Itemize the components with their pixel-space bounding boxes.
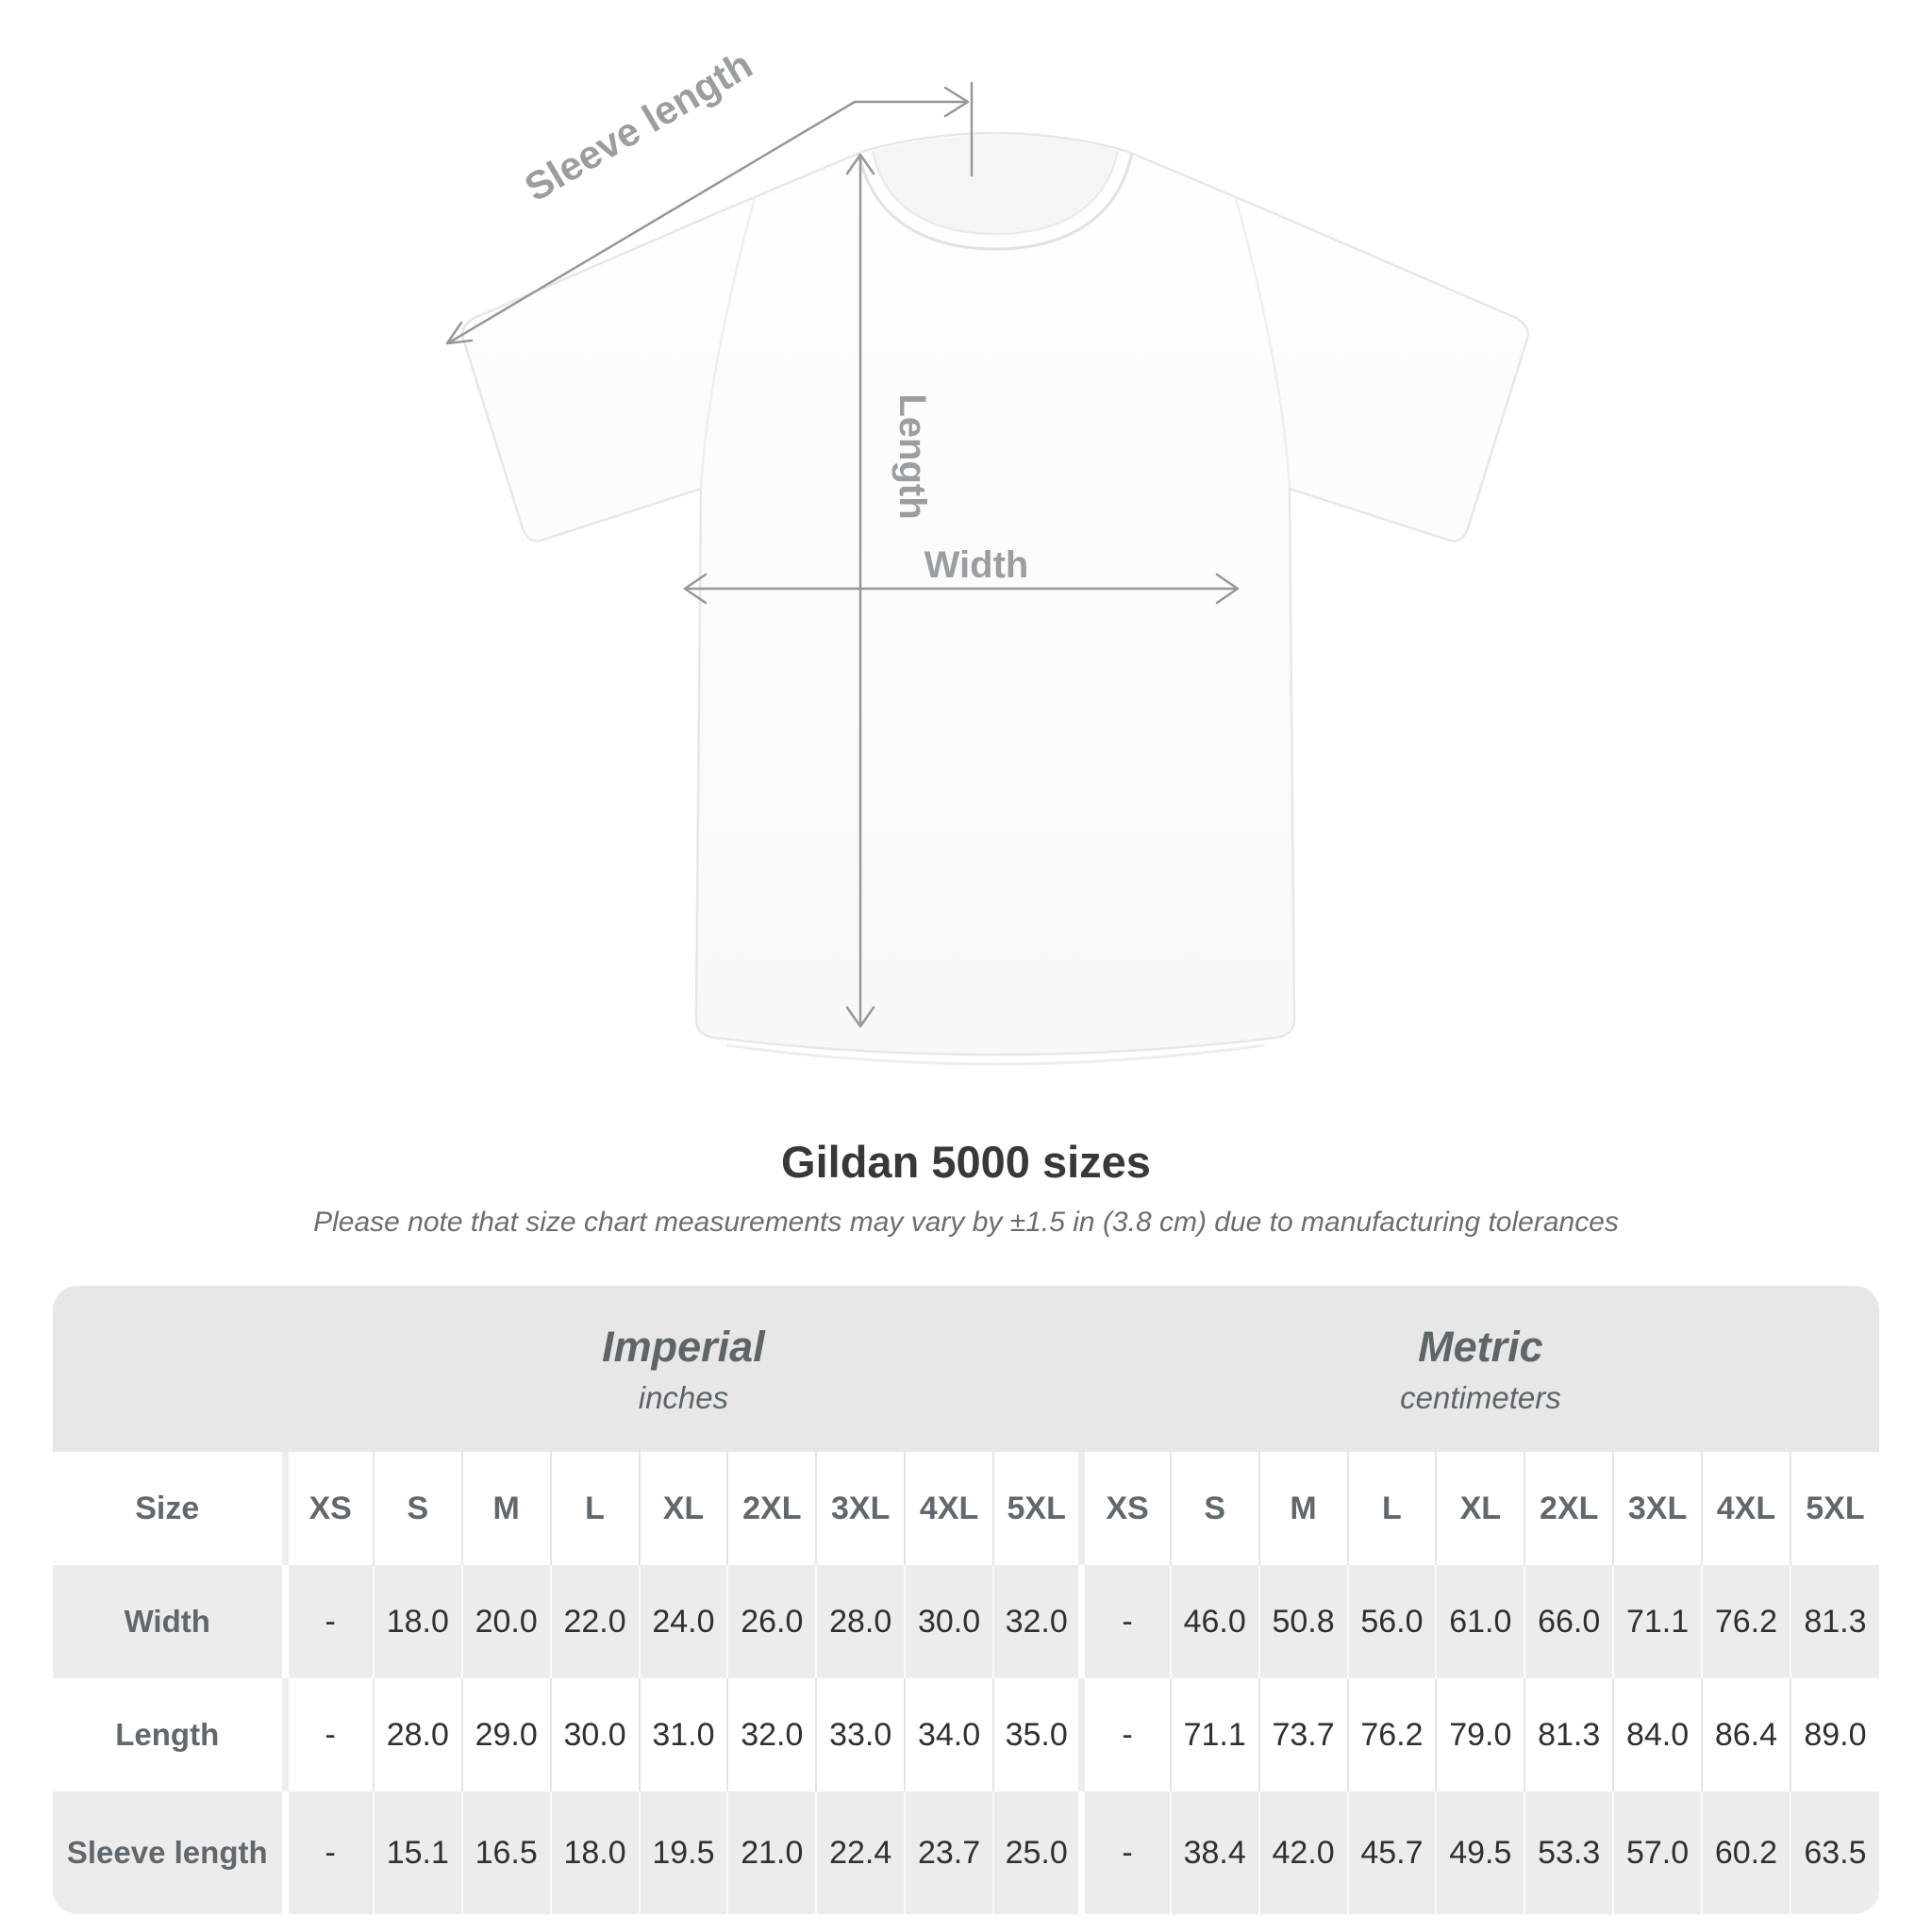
size-header-row	[53, 1452, 1879, 1565]
table-cell: -	[285, 1565, 374, 1678]
table-corner	[53, 1286, 285, 1452]
group-subtitle: inches	[638, 1379, 729, 1415]
row-label: Length	[53, 1678, 285, 1791]
table-cell: 81.3	[1790, 1565, 1879, 1678]
length-label: Length	[891, 393, 933, 520]
col-header: S	[374, 1452, 462, 1565]
row-label: Sleeve length	[53, 1791, 285, 1914]
table-cell: -	[285, 1678, 374, 1791]
table-cell: 86.4	[1702, 1678, 1790, 1791]
table-cell: -	[1082, 1565, 1171, 1678]
table-cell: 61.0	[1436, 1565, 1524, 1678]
table-cell: 56.0	[1348, 1565, 1437, 1678]
table-cell: 71.1	[1613, 1565, 1702, 1678]
table-row-width	[53, 1565, 1879, 1678]
table-cell: 26.0	[727, 1565, 816, 1678]
table-cell: 29.0	[462, 1678, 551, 1791]
col-header: 5XL	[993, 1452, 1082, 1565]
col-header: 3XL	[816, 1452, 905, 1565]
table-cell: 53.3	[1524, 1791, 1613, 1914]
table-cell: 20.0	[462, 1565, 551, 1678]
table-cell: 34.0	[905, 1678, 993, 1791]
table-cell: 32.0	[727, 1678, 816, 1791]
table-cell: 32.0	[993, 1565, 1082, 1678]
row-label: Width	[53, 1565, 285, 1678]
page-title: Gildan 5000 sizes	[781, 1137, 1151, 1187]
table-cell: 33.0	[816, 1678, 905, 1791]
table-cell: 22.0	[551, 1565, 640, 1678]
table-cell: 23.7	[905, 1791, 993, 1914]
col-header: XL	[1436, 1452, 1524, 1565]
table-cell: 22.4	[816, 1791, 905, 1914]
col-header: 5XL	[1790, 1452, 1879, 1565]
table-cell: 89.0	[1790, 1678, 1879, 1791]
col-header: M	[1259, 1452, 1348, 1565]
col-header: S	[1171, 1452, 1259, 1565]
tolerance-note: Please note that size chart measurements may vary by ±1.5 in (3.8 cm) due to manufacturing tolerances	[313, 1207, 1619, 1238]
table-cell: 49.5	[1436, 1791, 1524, 1914]
table-cell: 30.0	[551, 1678, 640, 1791]
table-cell: 57.0	[1613, 1791, 1702, 1914]
table-cell: 18.0	[551, 1791, 640, 1914]
tshirt-body	[462, 133, 1528, 1055]
col-header: XS	[1082, 1452, 1171, 1565]
table-cell: 28.0	[816, 1565, 905, 1678]
col-header: 4XL	[905, 1452, 993, 1565]
group-subtitle: centimeters	[1400, 1379, 1561, 1415]
table-cell: 25.0	[993, 1791, 1082, 1914]
table-cell: 63.5	[1790, 1791, 1879, 1914]
table-cell: 28.0	[374, 1678, 462, 1791]
table-cell: 31.0	[640, 1678, 728, 1791]
table-cell: 73.7	[1259, 1678, 1348, 1791]
table-cell: 21.0	[727, 1791, 816, 1914]
table-cell: 19.5	[640, 1791, 728, 1914]
table-cell: 76.2	[1702, 1565, 1790, 1678]
table-cell: -	[1082, 1791, 1171, 1914]
table-cell: 38.4	[1171, 1791, 1259, 1914]
group-header-imperial	[285, 1286, 1082, 1452]
col-header: 2XL	[1524, 1452, 1613, 1565]
table-cell: 24.0	[640, 1565, 728, 1678]
col-header: 4XL	[1702, 1452, 1790, 1565]
group-title: Imperial	[602, 1322, 765, 1371]
table-cell: 35.0	[993, 1678, 1082, 1791]
group-header-metric	[1082, 1286, 1879, 1452]
table-cell: 60.2	[1702, 1791, 1790, 1914]
table-cell: 71.1	[1171, 1678, 1259, 1791]
col-header: XL	[640, 1452, 728, 1565]
col-header: M	[462, 1452, 551, 1565]
table-cell: 45.7	[1348, 1791, 1437, 1914]
width-label: Width	[924, 544, 1029, 586]
col-header: 2XL	[727, 1452, 816, 1565]
size-table	[53, 1286, 1879, 1914]
table-row-length	[53, 1678, 1879, 1791]
table-cell: 76.2	[1348, 1678, 1437, 1791]
table-cell: 18.0	[374, 1565, 462, 1678]
table-cell: 30.0	[905, 1565, 993, 1678]
col-header: XS	[285, 1452, 374, 1565]
group-title: Metric	[1418, 1322, 1543, 1371]
table-cell: 15.1	[374, 1791, 462, 1914]
size-table-grid	[53, 1286, 1879, 1914]
size-column-header: Size	[53, 1452, 285, 1565]
table-row-sleeve-length	[53, 1791, 1879, 1914]
col-header: L	[551, 1452, 640, 1565]
col-header: L	[1348, 1452, 1437, 1565]
table-cell: 84.0	[1613, 1678, 1702, 1791]
sleeve-length-label: Sleeve length	[517, 42, 760, 210]
table-cell: 66.0	[1524, 1565, 1613, 1678]
table-cell: -	[285, 1791, 374, 1914]
table-cell: 16.5	[462, 1791, 551, 1914]
table-cell: 50.8	[1259, 1565, 1348, 1678]
table-cell: -	[1082, 1678, 1171, 1791]
col-header: 3XL	[1613, 1452, 1702, 1565]
table-cell: 46.0	[1171, 1565, 1259, 1678]
tshirt-graphic	[462, 133, 1528, 1064]
table-cell: 81.3	[1524, 1678, 1613, 1791]
table-cell: 79.0	[1436, 1678, 1524, 1791]
table-cell: 42.0	[1259, 1791, 1348, 1914]
unit-group-row	[53, 1286, 1879, 1452]
